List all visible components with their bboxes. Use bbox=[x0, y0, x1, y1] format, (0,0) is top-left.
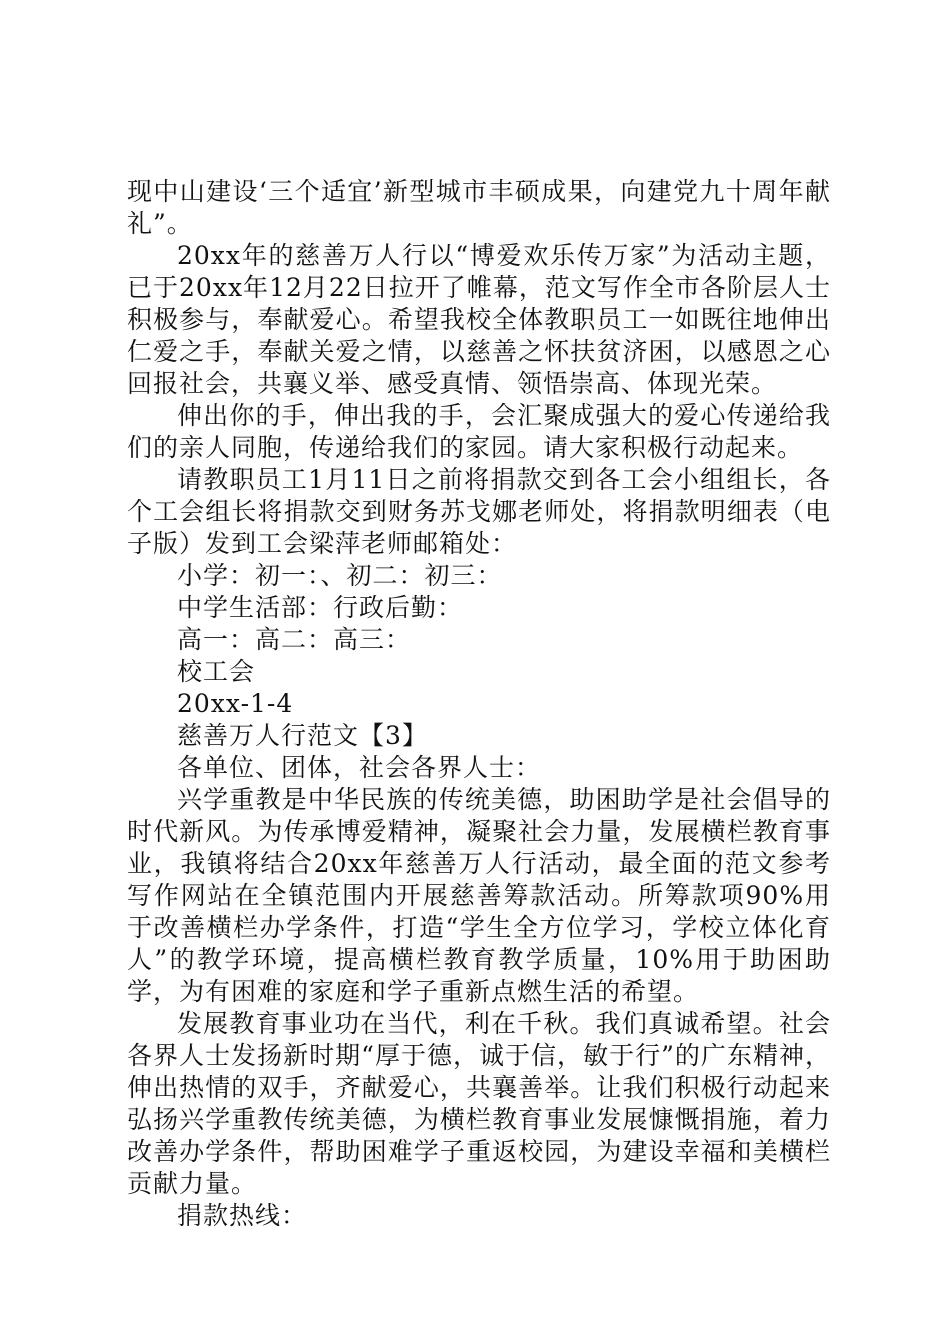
paragraph-call-to-action: 伸出你的手，伸出我的手，会汇聚成强大的爱心传递给我们的亲人同胞，传递给我们的家园。请大家积极行动起来。 bbox=[127, 401, 831, 462]
salutation: 各单位、团体，社会各界人士： bbox=[177, 753, 542, 782]
signature-date: 20xx-1-4 bbox=[177, 689, 294, 718]
document-body bbox=[127, 176, 831, 1232]
paragraph-donation-instructions: 请教职员工1月11日之前将捐款交到各工会小组组长，各个工会组长将捐款交到财务苏戈娜老师处，将捐款明细表（电子版）发到工会梁萍老师邮箱处： bbox=[127, 465, 831, 558]
paragraph-hotline: 捐款热线： bbox=[177, 1201, 308, 1230]
paragraph-continuation: 现中山建设‘三个适宜’新型城市丰硕成果，向建党九十周年献礼”。 bbox=[127, 177, 831, 238]
paragraph-activity-theme: 20xx年的慈善万人行以“博爱欢乐传万家”为活动主题，已于20xx年12月22日拉开了帷幕，范文写作全市各阶层人士积极参与，奉献爱心。希望我校全体教职员工一如既往地伸出仁爱之手，奉献关爱之情，以慈善之怀扶贫济困，以感恩之心回报社会，共襄义举、感受真情、领悟崇高、体现光荣。 bbox=[127, 241, 831, 398]
paragraph-appeal: 发展教育事业功在当代，利在千秋。我们真诚希望。社会各界人士发扬新时期“厚于德，诚于信，敏于行”的广东精神，伸出热情的双手，齐献爱心，共襄善举。让我们积极行动起来弘扬兴学重教传统美德，为横栏教育事业发展慷慨捐施，着力改善办学条件，帮助困难学子重返校园，为建设幸福和美横栏贡献力量。 bbox=[127, 1009, 831, 1198]
section-title: 慈善万人行范文【3】 bbox=[177, 721, 428, 750]
paragraph-high-school: 高一：高二：高三： bbox=[177, 625, 412, 654]
signature-org: 校工会 bbox=[177, 657, 256, 686]
paragraph-education-fund: 兴学重教是中华民族的传统美德，助困助学是社会倡导的时代新风。为传承博爱精神，凝聚社会力量，发展横栏教育事业，我镇将结合20xx年慈善万人行活动，最全面的范文参考写作网站在全镇范围内开展慈善筹款活动。所筹款项90%用于改善横栏办学条件，打造“学生全方位学习，学校立体化育人”的教学环境，提高横栏教育教学质量，10%用于助困助学，为有困难的家庭和学子重新点燃生活的希望。 bbox=[127, 785, 831, 1006]
paragraph-middle-school: 中学生活部：行政后勤： bbox=[177, 593, 464, 622]
paragraph-primary-school: 小学：初一：、初二：初三： bbox=[177, 561, 503, 590]
